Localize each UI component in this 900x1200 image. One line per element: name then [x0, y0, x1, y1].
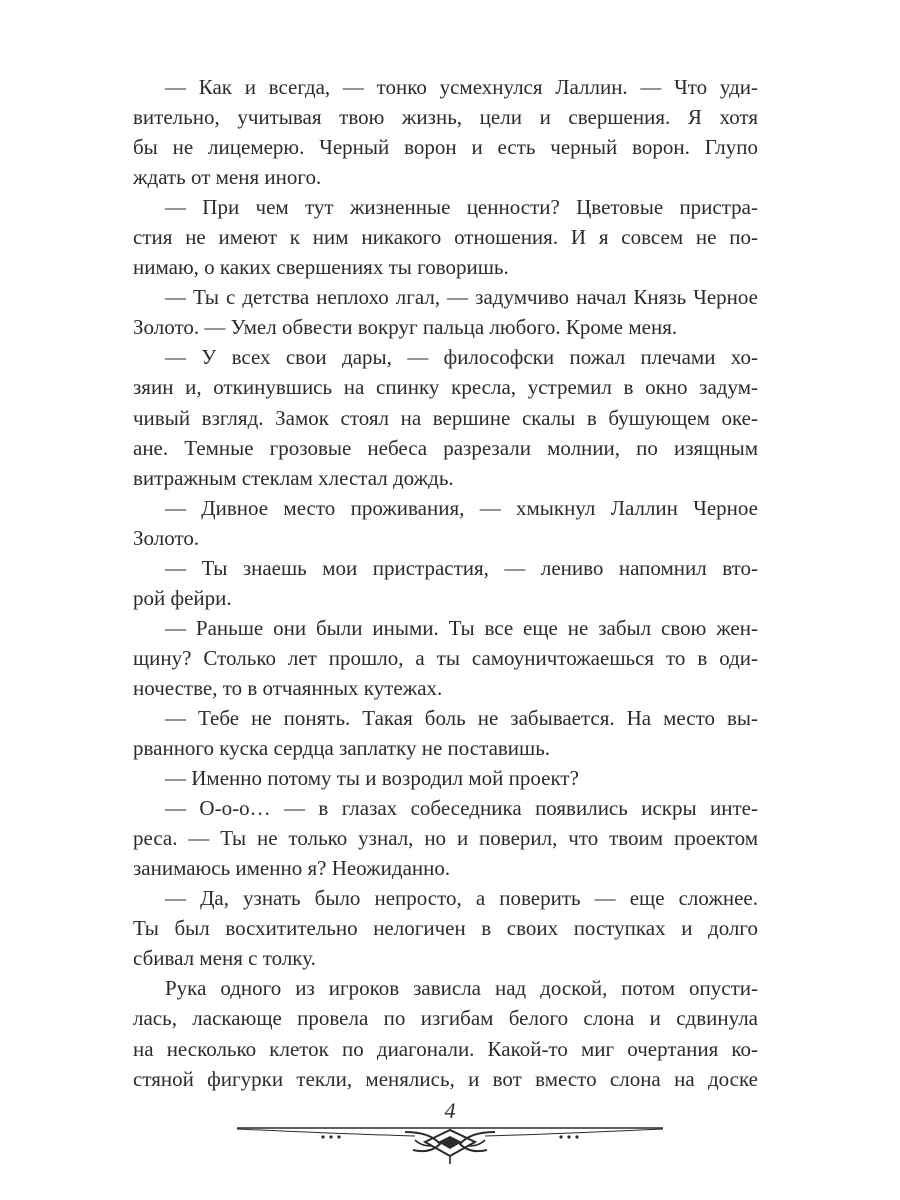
- text-line: рванного куска сердца заплатку не поставишь.: [133, 736, 551, 761]
- text-line: занимаюсь именно я? Неожиданно.: [133, 856, 451, 881]
- text-line: — Именно потому ты и возродил мой проект?: [165, 766, 579, 791]
- text-line: бы не лицемерю. Черный ворон и есть черный ворон. Глупо: [133, 135, 758, 160]
- text-line: стяной фигурки текли, менялись, и вот вместо слона на доске: [133, 1066, 758, 1091]
- text-line: вительно, учитывая твою жизнь, цели и свершения. Я хотя: [133, 105, 758, 130]
- ornamental-divider-icon: [235, 1120, 665, 1170]
- text-line: ждать от меня иного.: [133, 165, 322, 190]
- text-line: — Ты знаешь мои пристрастия, — лениво напомнил вто-: [165, 555, 758, 580]
- text-line: — Раньше они были иными. Ты все еще не забыл свою жен-: [165, 615, 758, 640]
- text-line: реса. — Ты не только узнал, но и поверил, что твоим проектом: [133, 826, 758, 851]
- text-line: нимаю, о каких свершениях ты говоришь.: [133, 255, 509, 280]
- text-line: — Дивное место проживания, — хмыкнул Лаллин Черное: [165, 495, 758, 520]
- text-line: зяин и, откинувшись на спинку кресла, устремил в окно задум-: [133, 375, 758, 400]
- text-line: — У всех свои дары, — философски пожал плечами хо-: [165, 345, 758, 370]
- text-line: Ты был восхитительно нелогичен в своих поступках и долго: [133, 916, 758, 941]
- text-line: сбивал меня с толку.: [133, 946, 316, 971]
- text-line: Рука одного из игроков зависла над доской, потом опусти-: [165, 976, 758, 1001]
- text-line: ане. Темные грозовые небеса разрезали молнии, по изящным: [133, 435, 758, 460]
- text-line: ночестве, то в отчаянных кутежах.: [133, 675, 443, 700]
- text-line: лась, ласкающе провела по изгибам белого слона и сдвинула: [133, 1006, 758, 1031]
- text-line: чивый взгляд. Замок стоял на вершине скалы в бушующем оке-: [133, 405, 758, 430]
- text-line: Золото.: [133, 525, 200, 550]
- page-number: 4: [444, 1098, 456, 1123]
- text-line: витражным стеклам хлестал дождь.: [133, 465, 454, 490]
- text-line: на несколько клеток по диагонали. Какой-то миг очертания ко-: [133, 1036, 758, 1061]
- text-line: щину? Столько лет прошло, а ты самоуничтожаешься то в оди-: [133, 645, 758, 670]
- text-line: — Как и всегда, — тонко усмехнулся Лаллин. — Что уди-: [165, 75, 758, 99]
- text-line: — Да, узнать было непросто, а поверить — еще сложнее.: [165, 886, 758, 911]
- text-line: — При чем тут жизненные ценности? Цветовые пристра-: [165, 195, 758, 220]
- body-text: [133, 72, 758, 1094]
- text-line: — Тебе не понять. Такая боль не забывается. На место вы-: [165, 705, 758, 730]
- text-line: — О-о-о… — в глазах собеседника появились искры инте-: [165, 796, 758, 821]
- text-line: — Ты с детства неплохо лгал, — задумчиво начал Князь Черное: [165, 285, 758, 310]
- text-line: стия не имеют к ним никакого отношения. И я совсем не по-: [133, 225, 758, 250]
- text-line: Золото. — Умел обвести вокруг пальца любого. Кроме меня.: [133, 315, 678, 340]
- text-line: рой фейри.: [133, 585, 232, 610]
